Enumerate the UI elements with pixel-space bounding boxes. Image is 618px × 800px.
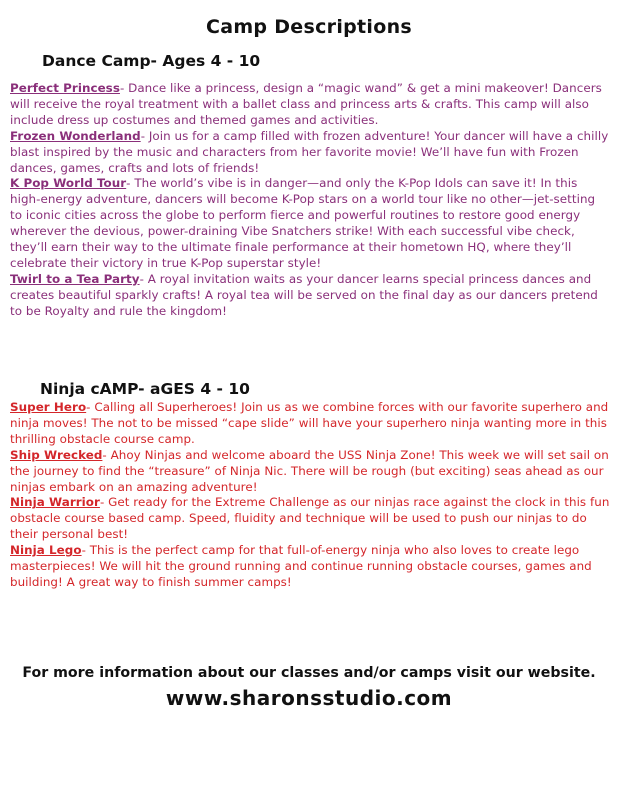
camp-item-k-pop-world-tour [10,176,610,271]
camp-item-ship-wrecked [10,448,610,496]
camp-name-ninja-lego: Ninja Lego [10,543,82,558]
camp-description: - The world’s vibe is in danger—and only the K-Pop Idols can save it! In this high-energy adventure, dancers will become K-Pop stars on a world tour like no other—jet-setting to iconic cities across the globe to perform fierce and powerful routines to restore good energy wherever the devious, power-draining Vibe Snatchers strike! With each successful vibe check, they’ll earn their way to the ultimate finale performance at their hometown HQ, where they’ll celebrate their victory in true K-Pop superstar style! [10,176,596,270]
camp-description: - Join us for a camp filled with frozen adventure! Your dancer will have a chilly blast inspired by the music and characters from her favorite movie! We’ll have fun with Frozen dances, games, crafts and lots of friends! [10,128,609,175]
website-url: www.sharonsstudio.com [165,686,453,710]
dance-camp-heading: Dance Camp- Ages 4 - 10 [42,52,261,70]
camp-description: - Calling all Superheroes! Join us as we combine forces with our favorite superhero and ninja moves! The not to be missed “cape slide” will have your superhero ninja wanting more in this thrilling obstacle course camp. [10,400,609,446]
camp-name-perfect-princess: Perfect Princess [10,81,120,95]
camp-name-ship-wrecked: Ship Wrecked [10,447,103,462]
camp-name-ninja-warrior: Ninja Warrior [10,495,100,510]
ninja-camp-list [10,400,610,591]
camp-item-super-hero [10,400,610,448]
camp-item-twirl-to-a-tea-party [10,272,610,320]
camp-description: - A royal invitation waits as your dancer learns special princess dances and creates beautiful sparkly crafts! A royal tea will be served on the final day as our dancers pretend to be Royalty and rule the kingdom! [10,271,598,318]
camp-description: - This is the perfect camp for that full-of-energy ninja who also loves to create lego masterpieces! We will hit the ground running and continue running obstacle courses, games and building! A great way to finish summer camps! [10,543,592,589]
page-title: Camp Descriptions [205,16,413,38]
camp-description: - Get ready for the Extreme Challenge as our ninjas race against the clock in this fun obstacle course based camp. Speed, fluidity and technique will be used to push our ninjas to do their personal best! [10,495,610,542]
camp-item-ninja-lego [10,543,610,591]
camp-name-twirl-to-a-tea-party: Twirl to a Tea Party [10,271,140,286]
camp-item-frozen-wonderland [10,129,610,177]
camp-name-super-hero: Super Hero [10,400,87,414]
camp-description: - Dance like a princess, design a “magic wand” & get a mini makeover! Dancers will receive the royal treatment with a ballet class and princess arts & crafts. This camp will also include dress up costumes and themed games and activities. [10,81,602,127]
camp-item-perfect-princess [10,81,610,129]
camp-name-frozen-wonderland: Frozen Wonderland [10,128,141,143]
camp-item-ninja-warrior [10,495,610,543]
footer-info-text: For more information about our classes and/or camps visit our website. [22,665,596,681]
ninja-camp-heading: Ninja cAMP- aGES 4 - 10 [40,380,250,398]
camp-description: - Ahoy Ninjas and welcome aboard the USS Ninja Zone! This week we will set sail on the journey to find the “treasure” of Ninja Nic. There will be rough (but exciting) seas ahead as our ninjas embark on an amazing adventure! [10,447,609,494]
camp-name-k-pop-world-tour: K Pop World Tour [10,176,127,191]
dance-camp-list [10,81,610,320]
